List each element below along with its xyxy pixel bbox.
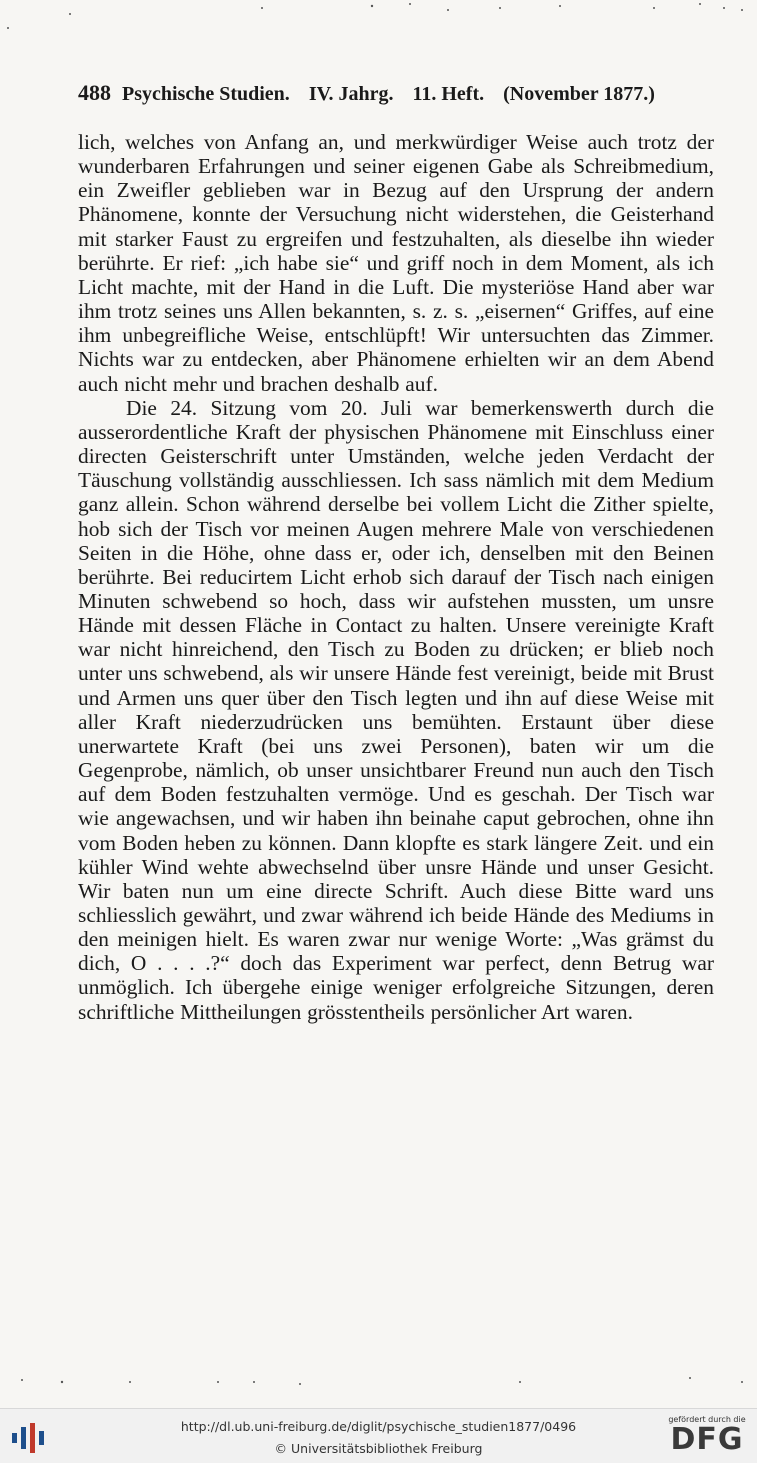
running-header <box>78 80 708 106</box>
paragraph-session-24: Die 24. Sitzung vom 20. Juli war bemerkenswerth durch die ausserordentliche Kraft der physischen Phänomene mit Einschluss einer directen Geisterschrift unter Umständen, welche jeden Verdacht der Täuschung vollständig ausschliessen. Ich sass nämlich mit dem Medium ganz allein. Schon während derselbe bei vollem Licht die Zither spielte, hob sich der Tisch vor meinen Augen mehrere Male von verschiedenen Seiten in die Höhe, ohne dass er, oder ich, denselben mit den Beinen berührte. Bei reducirtem Licht erhob sich darauf der Tisch nach einigen Minuten schwebend so hoch, dass wir aufstehen mussten, um unsre Hände mit dessen Fläche in Contact zu halten. Unsere vereinigte Kraft war nicht hinreichend, den Tisch zu Boden zu drücken; er blieb noch unter uns schwebend, als wir unsere Hände fest vereinigt, beide mit Brust und Armen uns quer über den Tisch legten und ihn auf diese Weise mit aller Kraft niederzudrücken uns bemühten. Erstaunt über diese unerwartete Kraft (bei uns zwei Personen), baten wir um die Gegenprobe, nämlich, ob unser unsichtbarer Freund nun auch den Tisch auf dem Boden festzuhalten vermöge. Und es geschah. Der Tisch war wie angewachsen, und wir haben ihn beinahe caput gebrochen, ohne ihn vom Boden heben zu können. Dann klopfte es stark längere Zeit. und ein kühler Wind wehte abwechselnd über unsre Hände und unser Gesicht. Wir baten nun um eine directe Schrift. Auch diese Bitte ward uns schliesslich gewährt, und zwar während ich beide Hände des Mediums in den meinigen hielt. Es waren zwar nur wenige Worte: „Was grämst du dich, O . . . .?“ doch das Experiment war perfect, denn Betrug war unmöglich. Ich übergehe einige weniger erfolgreiche Sitzungen, deren schriftliche Mittheilungen grösstentheils persönlicher Art waren. <box>78 395 714 1024</box>
permalink-url[interactable]: http://dl.ub.uni-freiburg.de/diglit/psychische_studien1877/0496 <box>180 1419 577 1434</box>
volume-year: IV. Jahrg. <box>308 83 394 105</box>
dfg-logo <box>665 1415 749 1459</box>
article-body <box>78 130 714 1024</box>
journal-title: Psychische Studien. <box>122 83 290 105</box>
copyright-notice: © Universitätsbibliothek Freiburg <box>274 1441 483 1456</box>
page-number: 488 <box>78 80 111 105</box>
issue-date: (November 1877.) <box>503 83 655 105</box>
viewer-footer <box>0 1408 757 1463</box>
issue-number: 11. Heft. <box>412 83 485 105</box>
dfg-caption: gefördert durch die <box>668 1415 746 1424</box>
paragraph-continued: lich, welches von Anfang an, und merkwürdiger Weise auch trotz der wunderbaren Erfahrungen und seiner eigenen Gabe als Schreibmedium, ein Zweifler geblieben war in Bezug auf den Ursprung der andern Phänomene, konnte der Versuchung nicht widerstehen, die Geisterhand mit starker Faust zu ergreifen und festzuhalten, als dieselbe ihn wieder berührte. Er rief: „ich habe sie“ und griff noch in dem Moment, als ich Licht machte, mit der Hand in die Luft. Die mysteriöse Hand aber war ihm trotz seines uns Allen bekannten, s. z. s. „eisernen“ Griffes, auf eine ihm unbegreifliche Weise, entschlüpft! Wir untersuchten das Zimmer. Nichts war zu entdecken, aber Phänomene erhielten wir an dem Abend auch nicht mehr und brachen deshalb auf. <box>78 130 714 396</box>
dfg-wordmark: DFG <box>670 1422 744 1457</box>
